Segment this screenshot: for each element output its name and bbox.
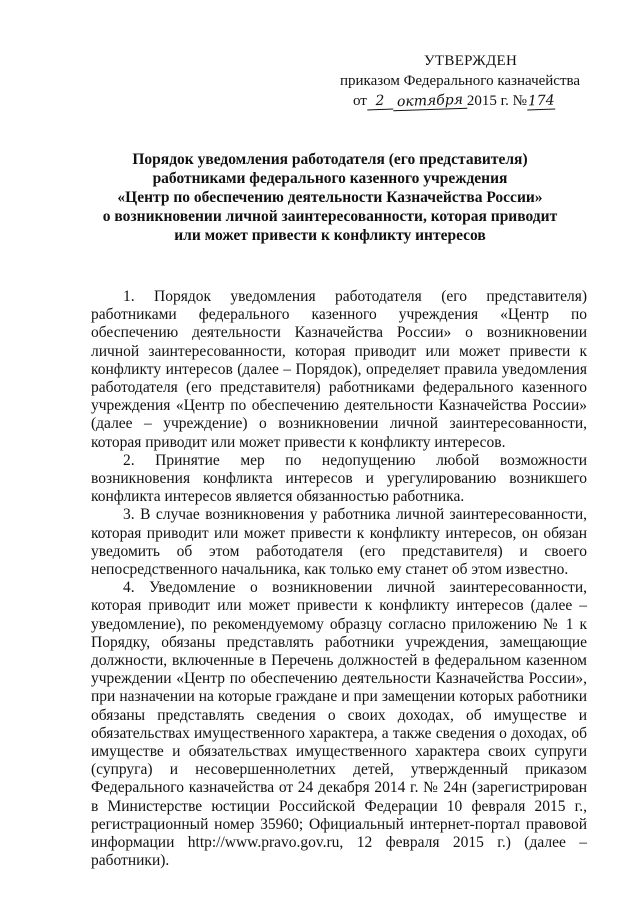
paragraph-2: 2. Принятие мер по недопущению любой возможности возникновения конфликта интересов и урегулированию возникшего конфликта интересов является обязанностью работника. [91, 451, 587, 506]
paragraph-4: 4. Уведомление о возникновении личной заинтересованности, которая приводит или может привести к конфликту интересов (далее – уведомление), по рекомендуемому образцу согласно приложению № 1 к Порядку, обязаны представлять работники учреждения, замещающие должности, включенные в Перечень должностей в федеральном казенном учреждении «Центр по обеспечению деятельности Казначейства России», при назначении на которые граждане и при замещении которых работники обязаны представлять сведения о своих доходах, об имуществе и обязательствах имущественного характера, а также сведения о доходах, об имуществе и обязательствах имущественного характера своих супруги (супруга) и несовершеннолетних детей, утвержденный приказом Федерального казначейства от 24 декабря 2014 г. № 24н (зарегистрирован в Министерстве юстиции Российской Федерации 10 февраля 2015 г., регистрационный номер 35960; Официальный интернет-портал правовой информации http://www.pravo.gov.ru, 12 февраля 2015 г.) (далее – работники). [91, 579, 587, 870]
document-body [91, 288, 587, 871]
approval-block [340, 52, 618, 111]
approved-label: УТВЕРЖДЕН [424, 53, 518, 69]
title-line: Порядок уведомления работодателя (его представителя) [132, 151, 528, 168]
paragraph-3: 3. В случае возникновения у работника личной заинтересованности, которая приводит или может привести к конфликту интересов, он обязан уведомить об этом работодателя (его представителя) и своего непосредственного начальника, как только ему станет об этом известно. [91, 506, 587, 579]
title-line: «Центр по обеспечению деятельности Казначейства России» [117, 189, 543, 206]
date-prefix: от [353, 93, 367, 109]
handwritten-month: октября [393, 92, 468, 112]
title-line: или может привести к конфликту интересов [174, 227, 486, 244]
date-year-text: 2015 г. № [466, 93, 527, 109]
order-text: приказом Федерального казначейства [340, 73, 581, 89]
title-line: работниками федерального казенного учреждения [152, 170, 508, 187]
handwritten-day: 2 [367, 93, 394, 111]
document-title [80, 150, 580, 245]
paragraph-1: 1. Порядок уведомления работодателя (его представителя) работниками федерального казенного учреждения «Центр по обеспечению деятельности Казначейства России» о возникновении личной заинтересованности, которая приводит или может привести к конфликту интересов (далее – Порядок), определяет правила уведомления работодателя (его представителя) работниками федерального казенного учреждения «Центр по обеспечению деятельности Казначейства России» (далее – учреждение) о возникновении личной заинтересованности, которая приводит или может привести к конфликту интересов. [91, 288, 587, 451]
title-line: о возникновении личной заинтересованности, которая приводит [102, 208, 558, 225]
handwritten-order-number: 174 [527, 92, 555, 110]
order-date-line [353, 92, 618, 110]
